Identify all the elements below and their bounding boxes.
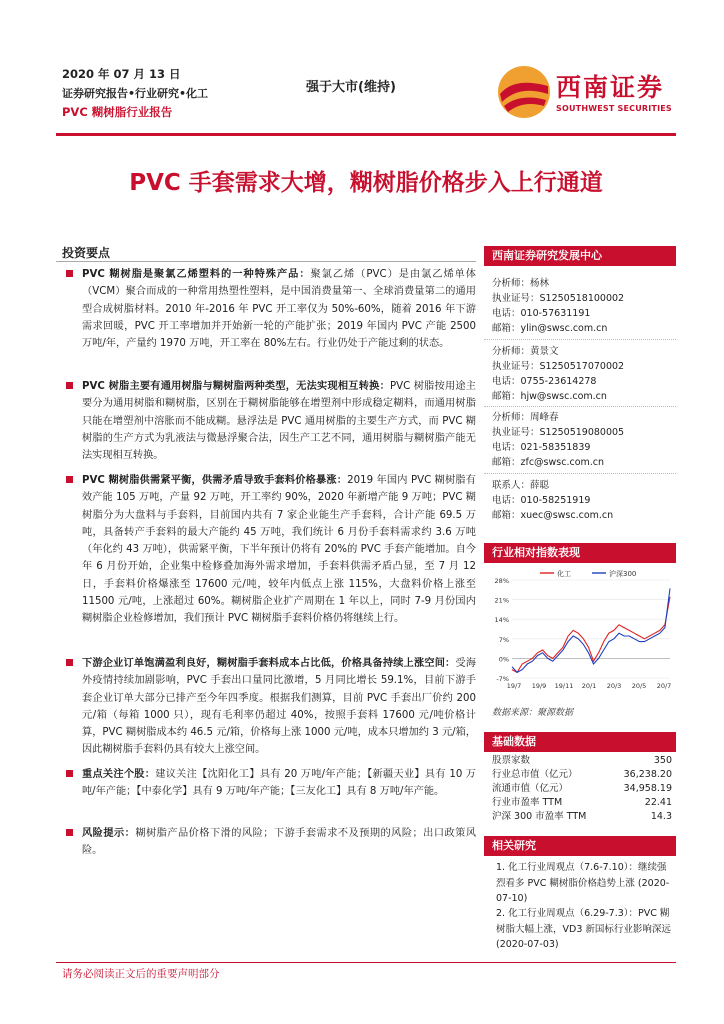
investment-point bbox=[66, 472, 476, 628]
chart-heading: 行业相对指数表现 bbox=[484, 543, 676, 563]
legend-label: 化工 bbox=[557, 570, 571, 578]
chart-lines bbox=[512, 588, 670, 672]
disclaimer-note[interactable]: 请务必阅读正文后的重要声明部分 bbox=[62, 968, 220, 980]
point-lead: 下游企业订单饱满盈利良好，糊树脂手套料成本占比低，价格具备持续上涨空间： bbox=[82, 658, 456, 669]
analyst-email[interactable]: 邮箱：hjw@swsc.com.cn bbox=[492, 391, 607, 402]
analyst-phone: 电话：010-57631191 bbox=[492, 308, 591, 319]
analyst-email[interactable]: 邮箱：ylin@swsc.com.cn bbox=[492, 323, 608, 334]
analyst-license: 执业证号：S1250518100002 bbox=[492, 293, 625, 304]
investment-point bbox=[66, 378, 476, 464]
y-tick-label: -7% bbox=[496, 675, 509, 683]
x-tick-label: 19/11 bbox=[554, 682, 574, 690]
point-body: 2019 年国内 PVC 糊树脂有效产能 105 万吨，产量 92 万吨，开工率约 90%，2020 年新增产能 9 万吨；PVC 糊树脂分为大盘料与手套料，目前国内共有 7 家企业能生产手套料，合计产能 69.5 万吨，具备转产手套料的最大产能约 45 万吨，我们统计 6 月份手套料需求约 3.6 万吨（年化约 43 万吨），供需紧平衡，下半年预计仍将有 20%的 PVC 手套产能增加。自今年 6 月份开始，企业集中检修叠加海外需求增加，手套料供需矛盾凸显，至 7 月 12 日，手套料价格爆涨至 17600 元/吨，较年内低点上涨 115%，大盘料价格上涨至 11500 元/吨，上涨超过 60%。糊树脂企业扩产周期在 1 年以上，同时 7-9 月份国内糊树脂企业检修增加，我们预计 PVC 糊树脂手套料价格仍将继续上行。 bbox=[82, 475, 476, 625]
relative-index-chart bbox=[484, 566, 676, 696]
analyst-block bbox=[492, 410, 676, 470]
header-divider bbox=[56, 133, 676, 136]
basic-value: 350 bbox=[653, 755, 672, 766]
investment-point bbox=[66, 655, 476, 759]
basic-label: 行业总市值（亿元） bbox=[492, 769, 578, 780]
basic-value: 34,958.19 bbox=[623, 783, 672, 794]
basic-value: 14.3 bbox=[650, 811, 672, 822]
logo-text-cn: 西南证券 bbox=[556, 73, 665, 102]
bullet-icon bbox=[66, 476, 73, 483]
report-category: 证券研究报告•行业研究•化工 bbox=[62, 87, 209, 100]
investment-point bbox=[66, 825, 476, 860]
y-tick-label: 21% bbox=[494, 596, 509, 605]
y-tick-label: 28% bbox=[494, 577, 509, 585]
point-lead: PVC 糊树脂是聚氯乙烯塑料的一种特殊产品： bbox=[82, 269, 311, 280]
y-tick-label: 7% bbox=[498, 635, 509, 644]
bullet-icon bbox=[66, 659, 73, 666]
report-date: 2020 年 07 月 13 日 bbox=[62, 67, 181, 81]
bullet-icon bbox=[66, 770, 73, 777]
bullet-icon bbox=[66, 382, 73, 389]
basic-data-row bbox=[492, 796, 672, 810]
report-type: PVC 糊树脂行业报告 bbox=[62, 105, 173, 119]
basic-data-heading: 基础数据 bbox=[484, 732, 676, 752]
divider bbox=[484, 473, 676, 474]
logo-mark-icon bbox=[496, 64, 552, 120]
chart-legend bbox=[540, 569, 636, 578]
contact-phone: 电话：010-58251919 bbox=[492, 495, 591, 506]
series-line-hs300 bbox=[512, 588, 670, 672]
point-body: 受海外疫情持续加剧影响，PVC 手套出口量同比激增，5 月同比增长 59.1%，目前下游手套企业订单大部分已排产至今年四季度。根据我们测算，目前 PVC 手套出厂价约 200 元/箱（每箱 1000 只），现有毛利率仍超过 40%，按照手套料 17600 元/吨价格计算，PVC 糊树脂成本约 46.5 元/箱，价格每上涨 1000 元/吨，成本只增加约 3 元/箱，因此糊树脂手套料仍具有较大上涨空间。 bbox=[82, 658, 476, 756]
analyst-name: 分析师：杨林 bbox=[492, 278, 550, 289]
point-lead: PVC 树脂主要有通用树脂与糊树脂两种类型，无法实现相互转换： bbox=[82, 381, 390, 392]
basic-label: 股票家数 bbox=[492, 755, 531, 766]
basic-data-row bbox=[492, 810, 672, 824]
investment-point bbox=[66, 266, 476, 352]
basic-data-row bbox=[492, 768, 672, 782]
analyst-email[interactable]: 邮箱：zfc@swsc.com.cn bbox=[492, 457, 605, 468]
chart-x-ticks bbox=[507, 682, 672, 690]
contact-block bbox=[492, 478, 676, 523]
x-tick-label: 19/9 bbox=[531, 682, 547, 690]
investment-points-heading: 投资要点 bbox=[62, 246, 111, 260]
analyst-name: 分析师：周峰春 bbox=[492, 412, 559, 423]
analyst-license: 执业证号：S1250517070002 bbox=[492, 361, 625, 372]
contact-email[interactable]: 邮箱：xuec@swsc.com.cn bbox=[492, 510, 614, 521]
industry-rating: 强于大市(维持) bbox=[306, 80, 396, 95]
analyst-block bbox=[492, 344, 676, 404]
page-title: PVC 手套需求大增，糊树脂价格步入上行通道 bbox=[129, 170, 603, 196]
x-tick-label: 20/5 bbox=[631, 682, 647, 690]
analyst-license: 执业证号：S1250519080005 bbox=[492, 427, 625, 438]
x-tick-label: 20/1 bbox=[581, 682, 597, 690]
analyst-block bbox=[492, 276, 676, 336]
x-tick-label: 20/7 bbox=[656, 682, 672, 690]
legend-label: 沪深300 bbox=[609, 570, 637, 578]
section-divider bbox=[56, 261, 476, 262]
point-body: 糊树脂产品价格下滑的风险；下游手套需求不及预期的风险；出口政策风险。 bbox=[82, 828, 477, 857]
point-lead: 重点关注个股： bbox=[82, 769, 156, 780]
basic-data-row bbox=[492, 782, 672, 796]
chart-source: 数据来源：聚源数据 bbox=[492, 708, 574, 718]
x-tick-label: 20/3 bbox=[606, 682, 622, 690]
company-logo bbox=[496, 64, 676, 120]
x-tick-label: 19/7 bbox=[506, 682, 522, 690]
investment-point bbox=[66, 766, 476, 801]
divider bbox=[484, 339, 676, 340]
divider bbox=[484, 406, 676, 407]
related-research-heading: 相关研究 bbox=[484, 836, 676, 856]
analyst-phone: 电话：0755-23614278 bbox=[492, 376, 597, 387]
basic-value: 36,238.20 bbox=[623, 769, 672, 780]
y-tick-label: 14% bbox=[494, 616, 509, 625]
point-body: 聚氯乙烯（PVC）是由氯乙烯单体（VCM）聚合而成的一种常用热塑性塑料，是中国消费量第一、全球消费量第二的通用型合成树脂材料。2010 年-2016 年 PVC 开工率仅为 50%-60%，随着 2016 年下游需求回暖，PVC 开工率增加并开始新一轮的产能扩张；2019 年国内 PVC 产能 2500 万吨/年，产量约 1970 万吨，开工率在 80%左右。行业仍处于产能过剩的状态。 bbox=[82, 269, 476, 350]
related-report-link[interactable]: 2. 化工行业周观点（6.29-7.3）：PVC 糊树脂大幅上涨，VD3 新国标行业影响深远 (2020-07-03) bbox=[496, 908, 671, 950]
analysts-heading: 西南证券研究发展中心 bbox=[484, 246, 676, 266]
point-body: PVC 树脂按用途主要分为通用树脂和糊树脂，区别在于糊树脂能够在增塑剂中形成稳定糊料，而通用树脂只能在增塑剂中溶胀而不能成糊。悬浮法是 PVC 通用树脂的主要生产方式，而 PVC 糊树脂的生产方式为乳液法与微悬浮聚合法，因生产工艺不同，通用树脂与糊树脂产能无法实现相互转换。 bbox=[82, 381, 476, 462]
basic-data-row bbox=[492, 754, 672, 768]
bullet-icon bbox=[66, 829, 73, 836]
bullet-icon bbox=[66, 270, 73, 277]
contact-name: 联系人：薛聪 bbox=[492, 480, 550, 491]
logo-text-en: SOUTHWEST SECURITIES bbox=[556, 104, 672, 113]
y-tick-label: 0% bbox=[498, 655, 509, 664]
basic-label: 沪深 300 市盈率 TTM bbox=[492, 811, 587, 822]
point-lead: 风险提示： bbox=[82, 828, 136, 839]
basic-label: 流通市值（亿元） bbox=[492, 783, 569, 794]
basic-value: 22.41 bbox=[644, 797, 672, 808]
related-report-link[interactable]: 1. 化工行业周观点（7.6-7.10）：继续强烈看多 PVC 糊树脂价格趋势上涨 (2020-07-10) bbox=[496, 862, 670, 904]
series-line-chemical bbox=[512, 597, 670, 673]
analyst-name: 分析师：黄景文 bbox=[492, 346, 559, 357]
chart-grid bbox=[512, 580, 670, 678]
analyst-phone: 电话：021-58351839 bbox=[492, 442, 591, 453]
basic-label: 行业市盈率 TTM bbox=[492, 797, 563, 808]
point-body: 建议关注【沈阳化工】具有 20 万吨/年产能；【新疆天业】具有 10 万吨/年产能；【中泰化学】具有 9 万吨/年产能；【三友化工】具有 8 万吨/年产能。 bbox=[82, 769, 476, 798]
point-lead: PVC 糊树脂供需紧平衡，供需矛盾导致手套料价格暴涨： bbox=[82, 475, 348, 486]
chart-y-ticks bbox=[495, 577, 509, 683]
footer-divider bbox=[56, 962, 676, 963]
